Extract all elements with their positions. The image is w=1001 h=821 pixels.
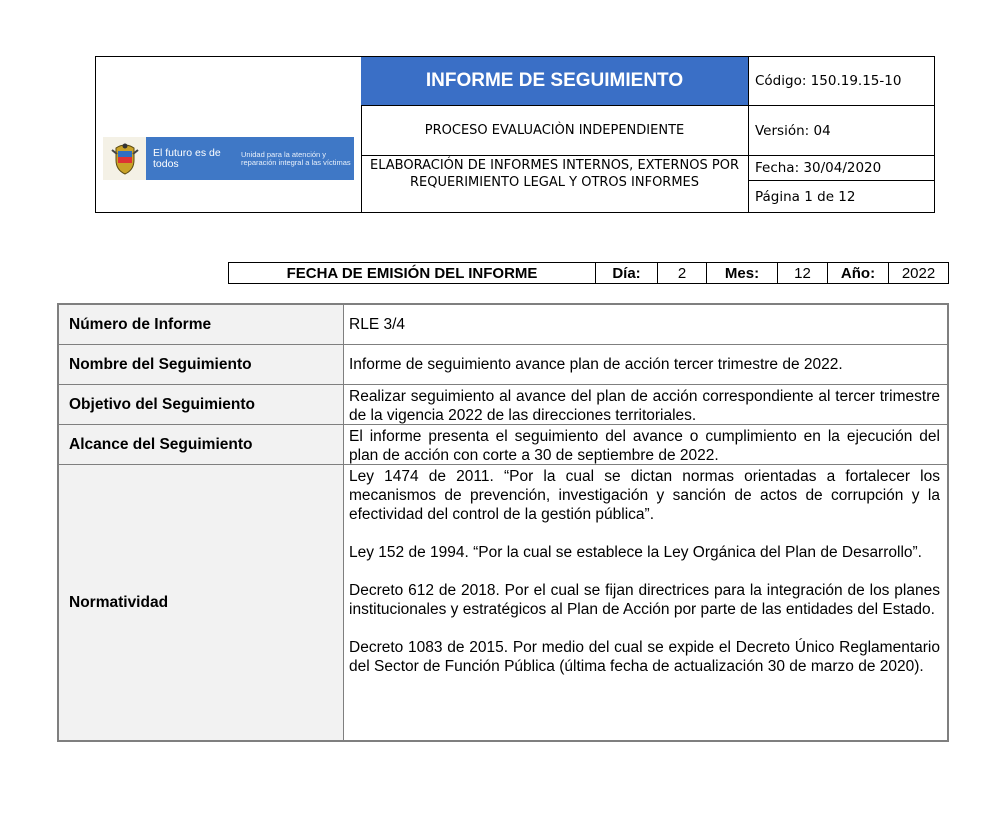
regulation-item: Decreto 1083 de 2015. Por medio del cual se expide el Decreto Único Reglamentario del Sector de Función Pública (última fecha de actualización 30 de marzo de 2020). <box>349 639 940 675</box>
logo-sub-text: Unidad para la atención y reparación integral a las víctimas <box>241 149 351 167</box>
table-row <box>59 305 947 345</box>
month-label: Mes: <box>707 263 778 283</box>
coat-of-arms-icon <box>103 137 146 180</box>
regulations-value <box>344 465 947 740</box>
day-value: 2 <box>658 263 707 283</box>
report-number-value: RLE 3/4 <box>349 316 406 333</box>
header-metadata <box>748 57 934 212</box>
regulations-label: Normatividad <box>59 465 344 740</box>
emission-date-row <box>228 262 949 284</box>
regulation-item: Ley 152 de 1994. “Por la cual se establece la Ley Orgánica del Plan de Desarrollo”. <box>349 544 922 561</box>
scope-value: El informe presenta el seguimiento del avance o cumplimiento en la ejecución del plan de acción con corte a 30 de septiembre de 2022. <box>349 428 940 464</box>
document-date: Fecha: 30/04/2020 <box>749 156 935 181</box>
table-row <box>59 465 947 740</box>
institution-logo <box>103 137 354 180</box>
page-number: Página 1 de 12 <box>755 188 856 205</box>
report-info-table <box>57 303 949 742</box>
logo-blue-band <box>146 137 354 180</box>
month-value: 12 <box>778 263 828 283</box>
header-middle <box>361 57 748 212</box>
emission-date-label: FECHA DE EMISIÓN DEL INFORME <box>229 263 596 283</box>
objective-value: Realizar seguimiento al avance del plan de acción correspondiente al tercer trimestre de la vigencia 2022 de las direcciones territoriales. <box>349 388 940 424</box>
table-row <box>59 425 947 465</box>
document-code: Código: 150.19.15-10 <box>749 57 935 106</box>
logo-cell <box>96 57 362 212</box>
table-row <box>59 385 947 425</box>
day-label: Día: <box>596 263 658 283</box>
tracking-name-value: Informe de seguimiento avance plan de acción tercer trimestre de 2022. <box>349 356 843 373</box>
year-value: 2022 <box>901 264 936 282</box>
table-row <box>59 345 947 385</box>
tracking-name-label: Nombre del Seguimiento <box>59 345 344 384</box>
regulation-item: Ley 1474 de 2011. “Por la cual se dictan normas orientadas a fortalecer los mecanismos de prevención, investigación y sanción de actos de corrupción y la efectividad del control de la gestión pública”. <box>349 468 940 523</box>
elaboration-text: ELABORACIÓN DE INFORMES INTERNOS, EXTERNOS POR REQUERIMIENTO LEGAL Y OTROS INFORMES <box>370 158 739 190</box>
regulation-item: Decreto 612 de 2018. Por el cual se fijan directrices para la integración de los planes institucionales y estratégicos al Plan de Acción por parte de las entidades del Estado. <box>349 582 940 618</box>
scope-label: Alcance del Seguimiento <box>59 425 344 464</box>
report-title: INFORME DE SEGUIMIENTO <box>361 57 748 106</box>
document-header <box>95 56 935 213</box>
objective-label: Objetivo del Seguimiento <box>59 385 344 424</box>
document-version: Versión: 04 <box>749 106 935 156</box>
year-label: Año: <box>828 263 889 283</box>
logo-main-text: El futuro es de todos <box>153 146 221 170</box>
process-name: PROCESO EVALUACIÒN INDEPENDIENTE <box>361 106 748 156</box>
report-number-label: Número de Informe <box>59 305 344 344</box>
